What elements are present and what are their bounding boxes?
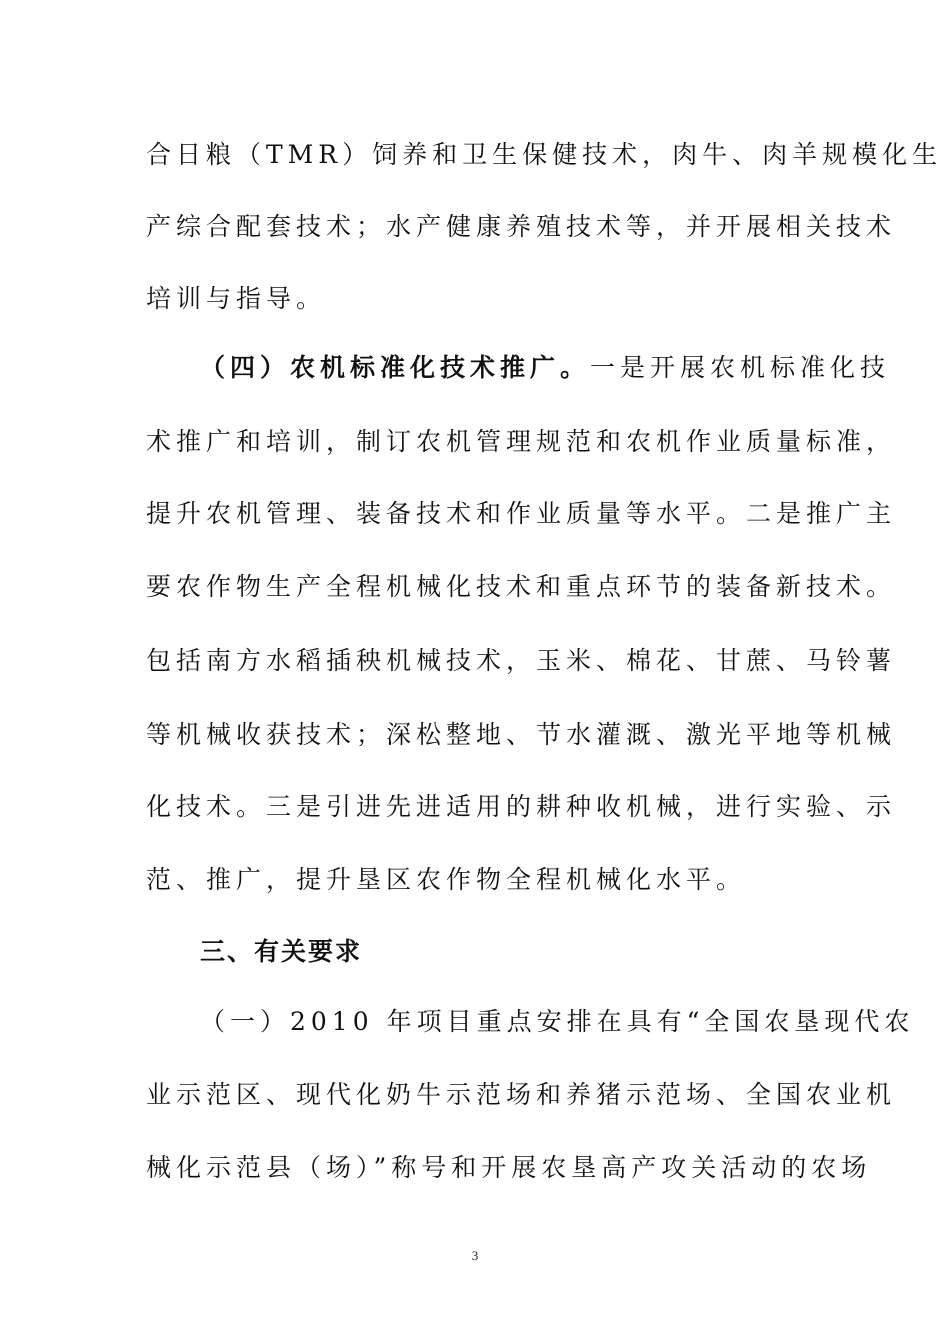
paragraph-line: 要农作物生产全程机械化技术和重点环节的装备新技术。 bbox=[146, 572, 897, 601]
paragraph-line: 提升农机管理、装备技术和作业质量等水平。二是推广主 bbox=[146, 499, 897, 528]
paragraph-line: 化技术。三是引进先进适用的耕种收机械，进行实验、示 bbox=[146, 792, 897, 821]
paragraph-line: （一）2010 年项目重点安排在具有“全国农垦现代农 bbox=[200, 1007, 915, 1036]
paragraph-line: 术推广和培训，制订农机管理规范和农机作业质量标准， bbox=[146, 427, 897, 456]
paragraph-line: 等机械收获技术；深松整地、节水灌溉、激光平地等机械 bbox=[146, 720, 897, 749]
section-three-heading: 三、有关要求 bbox=[200, 937, 363, 966]
page-number: 3 bbox=[471, 1248, 479, 1263]
paragraph-line: 产综合配套技术；水产健康养殖技术等，并开展相关技术 bbox=[146, 212, 897, 241]
paragraph-line: 业示范区、现代化奶牛示范场和养猪示范场、全国农业机 bbox=[146, 1080, 897, 1109]
section-four-first-line-text: 一是开展农机标准化技 bbox=[590, 353, 891, 382]
paragraph-line: 培训与指导。 bbox=[146, 284, 327, 313]
paragraph-line: 范、推广，提升垦区农作物全程机械化水平。 bbox=[146, 865, 747, 894]
paragraph-line: 包括南方水稻插秧机械技术，玉米、棉花、甘蔗、马铃薯 bbox=[146, 646, 897, 675]
paragraph-line: 合日粮（TMR）饲养和卫生保健技术，肉牛、肉羊规模化生 bbox=[146, 140, 943, 169]
paragraph-line: 械化示范县（场）”称号和开展农垦高产攻关活动的农场 bbox=[146, 1153, 872, 1182]
section-four-heading: （四）农机标准化技术推广。 bbox=[200, 353, 591, 382]
section-four-first-line bbox=[200, 351, 891, 385]
